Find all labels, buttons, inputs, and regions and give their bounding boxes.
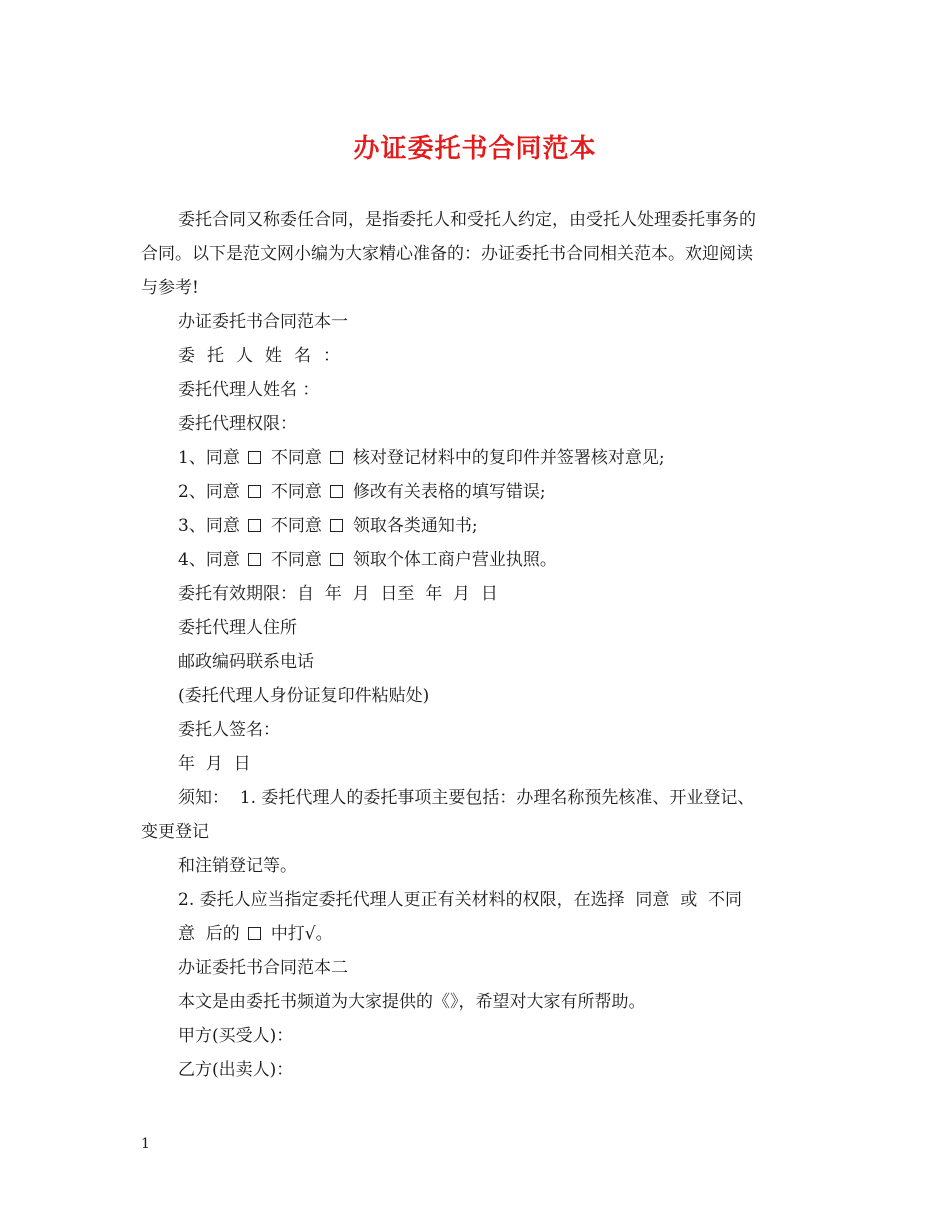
agree-label: 同意: [205, 482, 240, 502]
notice-checkbox: [248, 927, 261, 940]
principal-name-field: 委托人姓名：: [178, 346, 352, 366]
id-copy-note: (委托代理人身份证复印件粘贴处): [178, 686, 430, 706]
validity-period: 委托有效期限：自 年 月 日至 年 月 日: [178, 584, 498, 604]
intro-line-3: 与参考!: [141, 278, 199, 298]
document-title: 办证委托书合同范本: [353, 134, 597, 164]
sample1-heading: 办证委托书合同范本一: [178, 312, 348, 332]
intro-line-1: 委托合同又称委任合同，是指委托人和受托人约定，由受托人处理委托事务的: [178, 210, 756, 230]
authority-number: 1、: [178, 448, 206, 468]
notice2-line-2: [141, 917, 821, 951]
notice-line-3: 和注销登记等。: [178, 856, 297, 876]
notice2-text-b: 中打√。: [270, 924, 333, 944]
authority-item-1: [141, 441, 821, 475]
agree-checkbox[interactable]: [248, 451, 261, 464]
disagree-label: 不同意: [270, 482, 322, 502]
party-b-field: 乙方(出卖人)：: [178, 1060, 294, 1080]
authority-label: 委托代理权限：: [178, 414, 297, 434]
agree-label: 同意: [205, 550, 240, 570]
authority-item-3: [141, 509, 821, 543]
agree-checkbox[interactable]: [248, 553, 261, 566]
disagree-label: 不同意: [270, 448, 322, 468]
notice2-text-a: 意 后的: [178, 924, 240, 944]
disagree-checkbox[interactable]: [330, 519, 343, 532]
agent-name-field: 委托代理人姓名 ：: [178, 380, 320, 400]
principal-signature: 委托人签名：: [178, 720, 280, 740]
authority-text: 修改有关表格的填写错误;: [352, 482, 546, 502]
agree-label: 同意: [205, 448, 240, 468]
signature-date: 年 月 日: [178, 754, 251, 774]
authority-text: 领取各类通知书;: [352, 516, 478, 536]
page-number: 1: [141, 1136, 150, 1152]
sample2-intro: 本文是由委托书频道为大家提供的《》，希望对大家有所帮助。: [178, 992, 646, 1012]
document-body: [141, 203, 821, 1087]
agent-address: 委托代理人住所: [178, 618, 297, 638]
disagree-checkbox[interactable]: [330, 451, 343, 464]
notice2-line-1: 2. 委托人应当指定委托代理人更正有关材料的权限，在选择 同意 或 不同: [178, 890, 743, 910]
authority-item-4: [141, 543, 821, 577]
party-a-field: 甲方(买受人)：: [178, 1026, 294, 1046]
authority-number: 2、: [178, 482, 206, 502]
intro-line-2: 合同。以下是范文网小编为大家精心准备的：办证委托书合同相关范本。欢迎阅读: [141, 244, 753, 264]
notice-line-1: 须知： 1. 委托代理人的委托事项主要包括：办理名称预先核准、开业登记、: [178, 788, 755, 808]
notice-line-2: 变更登记: [141, 822, 209, 842]
disagree-label: 不同意: [270, 516, 322, 536]
disagree-checkbox[interactable]: [330, 553, 343, 566]
agree-checkbox[interactable]: [248, 485, 261, 498]
agree-checkbox[interactable]: [248, 519, 261, 532]
sample2-heading: 办证委托书合同范本二: [178, 958, 348, 978]
disagree-label: 不同意: [270, 550, 322, 570]
disagree-checkbox[interactable]: [330, 485, 343, 498]
authority-text: 领取个体工商户营业执照。: [352, 550, 557, 570]
agree-label: 同意: [205, 516, 240, 536]
authority-number: 3、: [178, 516, 206, 536]
authority-item-2: [141, 475, 821, 509]
postal-phone: 邮政编码联系电话: [178, 652, 314, 672]
authority-text: 核对登记材料中的复印件并签署核对意见;: [352, 448, 665, 468]
authority-number: 4、: [178, 550, 206, 570]
